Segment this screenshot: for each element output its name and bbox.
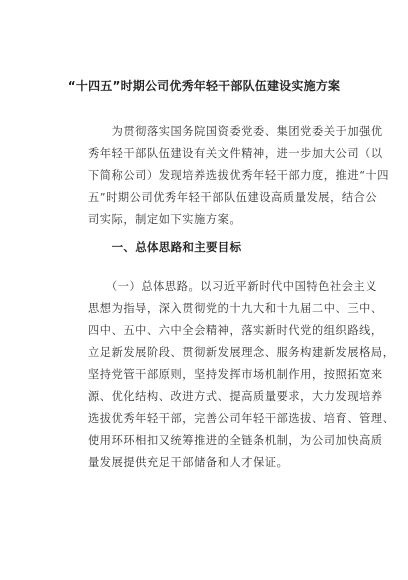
section-line-1: （一）总体思路。以习近平新时代中国特色社会主义 <box>88 280 378 293</box>
section-line-4: 立足新发展阶段、贯彻新发展理念、服务构建新发展格局， <box>88 346 395 359</box>
section-line-7: 选拔优秀年轻干部，完善公司年轻干部选拔、培育、管理、 <box>88 412 395 425</box>
section-line-6: 源、优化结构、改进方式、提高质量要求，大力发现培养 <box>88 390 383 403</box>
document-title: “十四五”时期公司优秀年轻干部队伍建设实施方案 <box>67 79 341 93</box>
intro-line-4: 五”时期公司优秀年轻干部队伍建设高质量发展，结合公 <box>88 191 378 204</box>
section-heading: 一、总体思路和主要目标 <box>88 240 242 254</box>
intro-line-3: 下简称公司）发现培养选拔优秀年轻干部力度，推进“十四 <box>88 169 390 182</box>
intro-line-2: 秀年轻干部队伍建设有关文件精神，进一步加大公司（以 <box>88 147 383 160</box>
section-line-5: 坚持党管干部原则，坚持发挥市场机制作用，按照拓宽来 <box>88 368 383 381</box>
intro-line-1: 为贯彻落实国务院国资委党委、集团党委关于加强优 <box>88 125 383 138</box>
section-line-3: 四中、五中、六中全会精神，落实新时代党的组织路线， <box>88 324 383 337</box>
intro-line-5: 司实际，制定如下实施方案。 <box>88 213 242 226</box>
section-line-8: 使用环环相扣又统筹推进的全链条机制，为公司加快高质 <box>88 434 383 447</box>
section-line-9: 量发展提供充足干部储备和人才保证。 <box>88 456 289 469</box>
section-line-2: 思想为指导，深入贯彻党的十九大和十九届二中、三中、 <box>88 302 383 315</box>
